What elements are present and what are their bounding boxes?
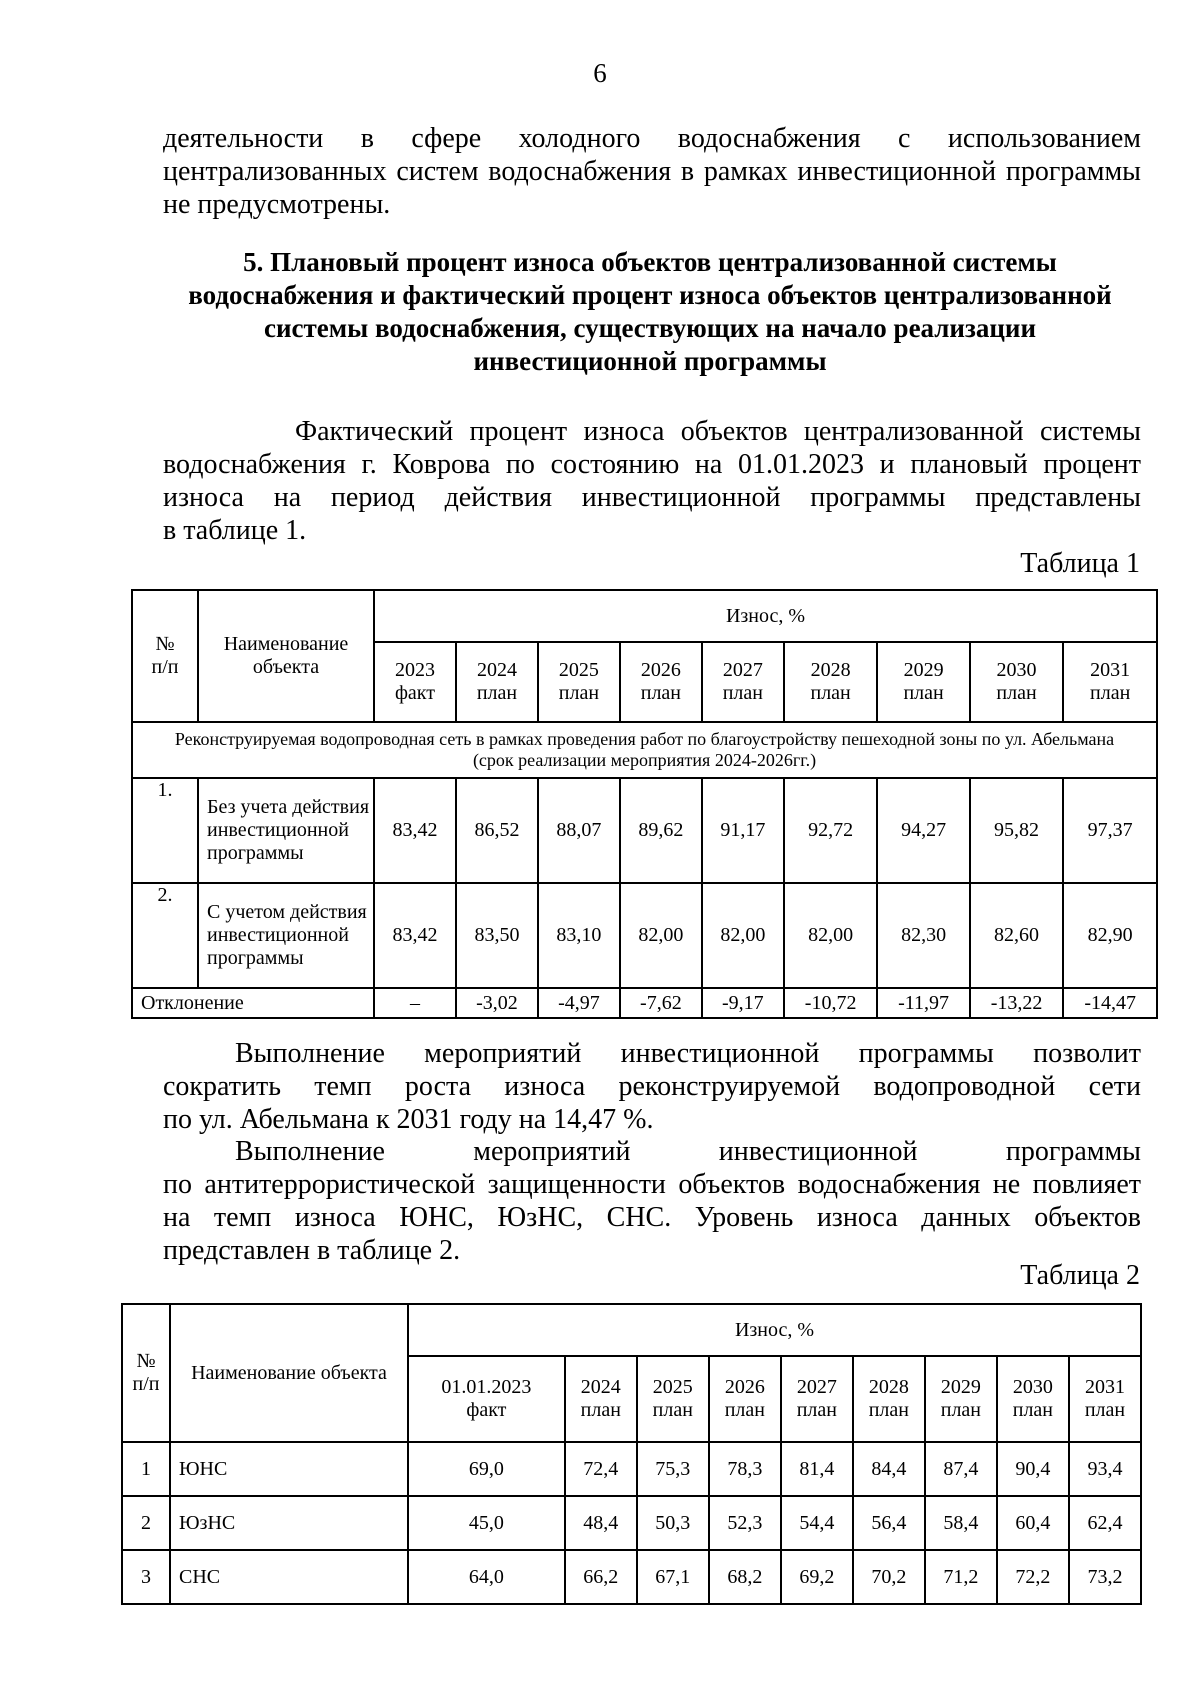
value-cell: 83,10	[538, 883, 620, 988]
table1-caption: Таблица 1	[1020, 548, 1140, 579]
year-kind: факт	[394, 682, 435, 704]
value-cell: 83,42	[374, 778, 456, 883]
intro-line: деятельности в сфере холодного водоснабжения с использованием	[163, 123, 1141, 154]
table-2	[121, 1303, 1142, 1605]
year-header	[456, 642, 538, 722]
row-num: 1	[122, 1442, 170, 1496]
year-header	[877, 642, 969, 722]
value-cell: 67,1	[637, 1550, 709, 1604]
header-num	[122, 1304, 170, 1442]
year-header	[620, 642, 702, 722]
value-cell: 88,07	[538, 778, 620, 883]
year-kind: план	[558, 682, 600, 704]
group-title: Реконструируемая водопроводная сеть в рамках проведения работ по благоустройству пешеходной зоны по ул. Абельмана (срок реализации мероприятия 2024-2026гг.)	[132, 722, 1157, 778]
year-kind: план	[810, 682, 851, 704]
value-cell: 60,4	[997, 1496, 1069, 1550]
value-cell: 70,2	[853, 1550, 925, 1604]
year-kind: план	[1012, 1399, 1054, 1421]
value-cell: 82,00	[620, 883, 702, 988]
page-number: 6	[593, 58, 607, 88]
value-cell: 82,00	[702, 883, 784, 988]
year-kind: план	[1084, 1399, 1126, 1421]
value-cell: 50,3	[637, 1496, 709, 1550]
year-header	[538, 642, 620, 722]
header-num-text: № п/п	[151, 633, 179, 678]
row-name: С учетом действия инвестиционной программы	[198, 883, 374, 988]
year-kind: план	[652, 1399, 693, 1421]
value-cell: 52,3	[709, 1496, 781, 1550]
value-cell: 82,90	[1063, 883, 1157, 988]
para-line: Выполнение мероприятий инвестиционной программы	[235, 1136, 1141, 1167]
year-header	[925, 1356, 997, 1442]
value-cell: 45,0	[408, 1496, 565, 1550]
value-cell: 86,52	[456, 778, 538, 883]
year-header	[637, 1356, 709, 1442]
row-num: 2.	[132, 883, 198, 988]
year-label: 2030	[996, 659, 1037, 681]
year-kind: факт	[466, 1399, 507, 1421]
value-cell: -9,17	[702, 988, 784, 1018]
row-name: ЮзНС	[170, 1496, 408, 1550]
value-cell: 89,62	[620, 778, 702, 883]
value-cell: 75,3	[637, 1442, 709, 1496]
row-num: 3	[122, 1550, 170, 1604]
year-label: 2031	[1084, 1376, 1125, 1398]
year-label: 2028	[868, 1376, 909, 1398]
year-header	[565, 1356, 637, 1442]
value-cell: -7,62	[620, 988, 702, 1018]
value-cell: 72,2	[997, 1550, 1069, 1604]
year-label: 2023	[394, 659, 435, 681]
year-label: 2025	[558, 659, 599, 681]
year-kind: план	[868, 1399, 909, 1421]
value-cell: 71,2	[925, 1550, 997, 1604]
year-label: 2027	[722, 659, 763, 681]
value-cell: 56,4	[853, 1496, 925, 1550]
value-cell: 81,4	[781, 1442, 853, 1496]
value-cell: 90,4	[997, 1442, 1069, 1496]
value-cell: -4,97	[538, 988, 620, 1018]
header-wear: Износ, %	[374, 590, 1157, 642]
value-cell: -13,22	[970, 988, 1064, 1018]
para-line: по ул. Абельмана к 2031 году на 14,47 %.	[163, 1104, 654, 1135]
value-cell: 95,82	[970, 778, 1064, 883]
year-header	[1069, 1356, 1141, 1442]
value-cell: 83,50	[456, 883, 538, 988]
intro-line: не предусмотрены.	[163, 189, 391, 220]
year-kind: план	[1090, 682, 1131, 704]
year-label: 2025	[652, 1376, 693, 1398]
header-num	[132, 590, 198, 722]
row-name: ЮНС	[170, 1442, 408, 1496]
year-header	[702, 642, 784, 722]
value-cell: 54,4	[781, 1496, 853, 1550]
table-1	[131, 589, 1158, 1019]
section-title-line: водоснабжения и фактический процент износа объектов централизованной	[188, 280, 1112, 310]
value-cell: 62,4	[1069, 1496, 1141, 1550]
year-header	[970, 642, 1064, 722]
value-cell: 82,30	[877, 883, 969, 988]
year-header	[1063, 642, 1157, 722]
year-kind: план	[796, 1399, 837, 1421]
row-name: Без учета действия инвестиционной программы	[198, 778, 374, 883]
year-label: 2030	[1012, 1376, 1053, 1398]
value-cell: 83,42	[374, 883, 456, 988]
year-label: 01.01.2023	[441, 1376, 532, 1398]
section-title-line: системы водоснабжения, существующих на начало реализации	[263, 313, 1037, 343]
para-line: Фактический процент износа объектов централизованной системы	[295, 416, 1141, 447]
value-cell: 73,2	[1069, 1550, 1141, 1604]
year-header	[408, 1356, 565, 1442]
value-cell: 91,17	[702, 778, 784, 883]
value-cell: 64,0	[408, 1550, 565, 1604]
year-label: 2027	[796, 1376, 837, 1398]
year-header	[374, 642, 456, 722]
value-cell: 97,37	[1063, 778, 1157, 883]
year-kind: план	[640, 682, 682, 704]
intro-paragraph	[163, 122, 1141, 221]
para-line: Выполнение мероприятий инвестиционной программы позволит	[235, 1038, 1141, 1069]
year-kind: план	[722, 682, 763, 704]
value-cell: 82,00	[784, 883, 878, 988]
value-cell: 78,3	[709, 1442, 781, 1496]
value-cell: 69,2	[781, 1550, 853, 1604]
value-cell: 66,2	[565, 1550, 637, 1604]
table2-caption: Таблица 2	[1020, 1260, 1140, 1291]
header-name: Наименование объекта	[198, 590, 374, 722]
value-cell: -10,72	[784, 988, 878, 1018]
year-label: 2031	[1090, 659, 1131, 681]
value-cell: 93,4	[1069, 1442, 1141, 1496]
year-label: 2024	[476, 659, 517, 681]
para-line: по антитеррористической защищенности объектов водоснабжения не повлияет	[163, 1169, 1141, 1200]
value-cell: 82,60	[970, 883, 1064, 988]
year-label: 2028	[810, 659, 851, 681]
value-cell: 72,4	[565, 1442, 637, 1496]
para-line: в таблице 1.	[163, 515, 307, 546]
value-cell: -11,97	[877, 988, 969, 1018]
value-cell: -3,02	[456, 988, 538, 1018]
para-line: на темп износа ЮНС, ЮзНС, СНС. Уровень износа данных объектов	[163, 1202, 1141, 1233]
value-cell: 94,27	[877, 778, 969, 883]
value-cell: 69,0	[408, 1442, 565, 1496]
para-line: сократить темп роста износа реконструируемой водопроводной сети	[163, 1071, 1141, 1102]
row-num: 1.	[132, 778, 198, 883]
year-kind: план	[996, 682, 1037, 704]
year-header	[781, 1356, 853, 1442]
year-header	[784, 642, 878, 722]
value-cell: 87,4	[925, 1442, 997, 1496]
paragraph-result	[163, 1037, 1141, 1136]
year-header	[997, 1356, 1069, 1442]
year-label: 2026	[724, 1376, 765, 1398]
paragraph-table1-intro	[163, 415, 1141, 547]
value-cell: –	[374, 988, 456, 1018]
value-cell: 68,2	[709, 1550, 781, 1604]
section-title-line: инвестиционной программы	[473, 346, 827, 376]
year-label: 2026	[640, 659, 681, 681]
value-cell: 48,4	[565, 1496, 637, 1550]
header-num-text: № п/п	[132, 1350, 160, 1395]
para-line: представлен в таблице 2.	[163, 1235, 461, 1266]
year-kind: план	[724, 1399, 765, 1421]
year-label: 2029	[940, 1376, 981, 1398]
paragraph-antiterror	[163, 1135, 1141, 1267]
year-kind: план	[903, 682, 944, 704]
year-header	[709, 1356, 781, 1442]
section-title	[150, 246, 1150, 378]
row-num: 2	[122, 1496, 170, 1550]
value-cell: 92,72	[784, 778, 878, 883]
year-label: 2024	[580, 1376, 621, 1398]
year-kind: план	[940, 1399, 981, 1421]
intro-line: централизованных систем водоснабжения в рамках инвестиционной программы	[163, 156, 1141, 187]
value-cell: 84,4	[853, 1442, 925, 1496]
deviation-label: Отклонение	[132, 988, 374, 1018]
year-label: 2029	[903, 659, 944, 681]
value-cell: 58,4	[925, 1496, 997, 1550]
year-kind: план	[476, 682, 518, 704]
section-title-line: 5. Плановый процент износа объектов централизованной системы	[243, 247, 1057, 277]
para-line: водоснабжения г. Коврова по состоянию на 01.01.2023 и плановый процент	[163, 449, 1141, 480]
para-line: износа на период действия инвестиционной программы представлены	[163, 482, 1141, 513]
header-name: Наименование объекта	[170, 1304, 408, 1442]
row-name: СНС	[170, 1550, 408, 1604]
year-kind: план	[580, 1399, 621, 1421]
header-wear: Износ, %	[408, 1304, 1141, 1356]
value-cell: -14,47	[1063, 988, 1157, 1018]
year-header	[853, 1356, 925, 1442]
